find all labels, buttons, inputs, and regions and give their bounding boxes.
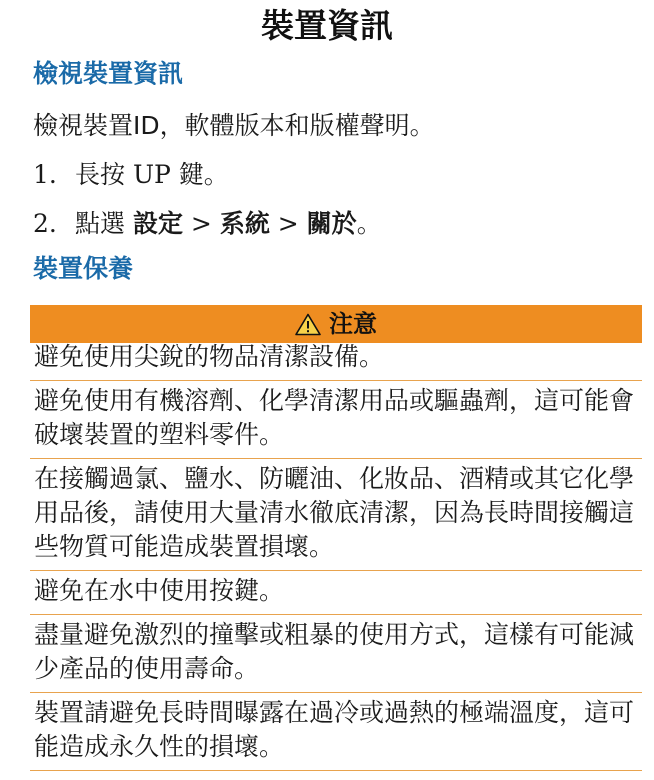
- step-2: [33, 204, 382, 244]
- step-text: 點選: [75, 209, 133, 238]
- notice-item: 避免在水中使用按鍵。: [30, 571, 642, 615]
- notice-item: 避免使用有機溶劑、化學清潔用品或驅蟲劑，這可能會破壞裝置的塑料零件。: [30, 381, 642, 459]
- notice-item: 在接觸過氯、鹽水、防曬油、化妝品、酒精或其它化學用品後，請使用大量清水徹底清潔，因為長時間接觸這些物質可能造成裝置損壞。: [30, 459, 642, 571]
- intro-text: 檢視裝置ID，軟體版本和版權聲明。: [33, 111, 435, 140]
- notice-item: 盡量避免激烈的撞擊或粗暴的使用方式，這樣有可能減少產品的使用壽命。: [30, 615, 642, 693]
- menu-path-system: 系統: [219, 209, 270, 238]
- warning-triangle-icon: [295, 313, 321, 336]
- notice-label: 注意: [329, 310, 377, 338]
- notice-list: [30, 338, 642, 771]
- path-separator: >: [269, 209, 307, 238]
- menu-path-about: 關於: [306, 209, 357, 238]
- notice-item: 避免使用尖銳的物品清潔設備。: [30, 338, 642, 381]
- menu-path-settings: 設定: [132, 209, 183, 238]
- key-name: UP: [132, 160, 171, 189]
- section-heading-device-care: 裝置保養: [33, 254, 134, 283]
- step-number: 1.: [33, 160, 57, 189]
- step-text: 長按: [75, 160, 133, 189]
- section-heading-view-info: 檢視裝置資訊: [33, 59, 184, 88]
- step-text-end: 。: [356, 209, 382, 238]
- step-number: 2.: [33, 209, 57, 238]
- page-title: 裝置資訊: [261, 6, 393, 45]
- notice-item: 裝置請避免長時間曝露在過冷或過熱的極端溫度，這可能造成永久性的損壞。: [30, 693, 642, 771]
- path-separator: >: [182, 209, 220, 238]
- step-1: [33, 155, 229, 195]
- step-text-end: 鍵。: [170, 160, 229, 189]
